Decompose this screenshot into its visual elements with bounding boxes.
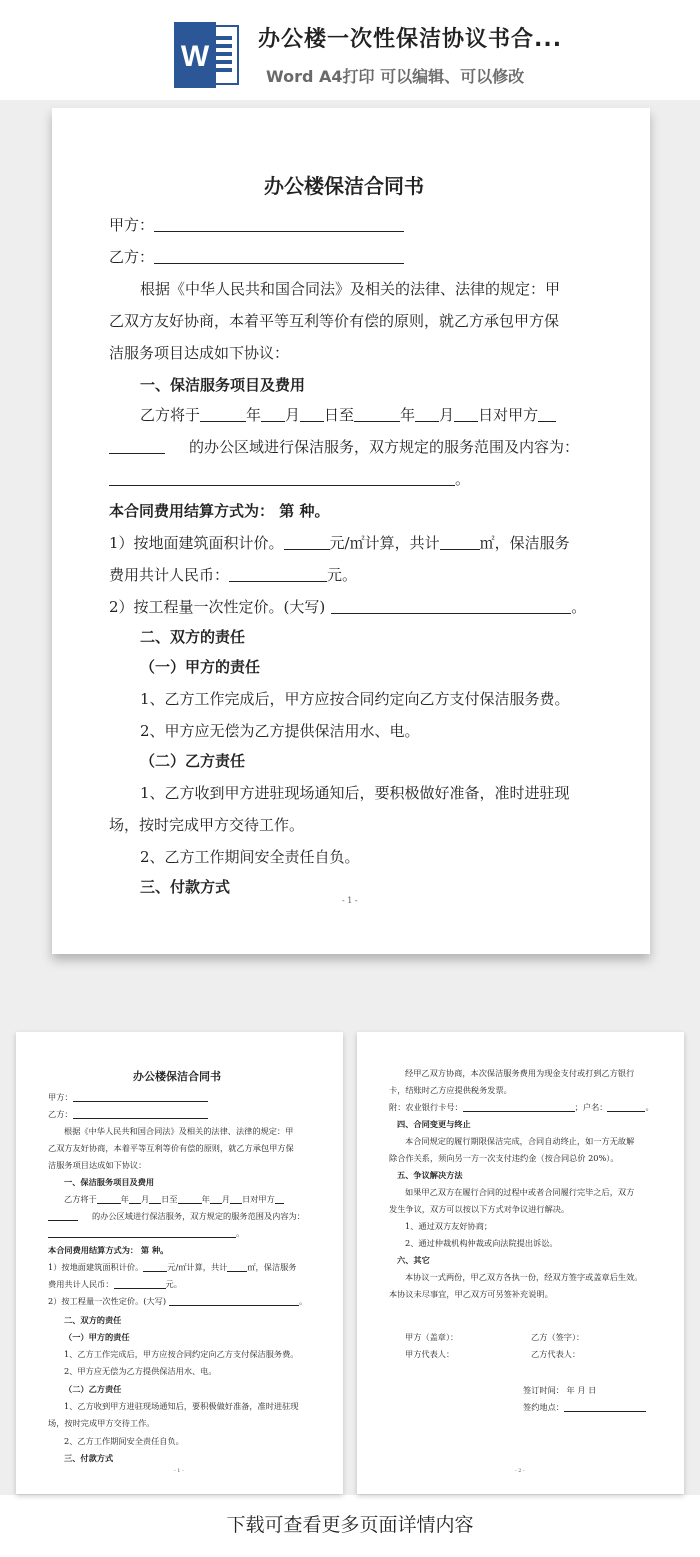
service-period-line: 乙方将于 年 月 日至 年 月 日对甲方 <box>140 404 556 425</box>
scope-blank-line: 。 <box>109 468 470 489</box>
document-subtitle: Word A4打印 可以编辑、可以修改 <box>266 67 525 86</box>
section-6-line-1: 本协议一式两份，甲乙双方各执一份，经双方签字或盖章后生效。 <box>405 1272 643 1282</box>
method-1-line: 1）按地面建筑面积计价。 元/㎡计算，共计 ㎡，保洁服务 <box>48 1262 297 1272</box>
section-5-line-2: 发生争议，双方可以按以下方式对争议进行解决。 <box>389 1204 570 1214</box>
page-thumbnail-2[interactable] <box>357 1032 684 1494</box>
header <box>0 0 700 100</box>
party-a-duty-2: 2、甲方应无偿为乙方提供保洁用水、电。 <box>140 722 420 740</box>
section-6-line-2: 本协议未尽事宜，甲乙双方可另签补充说明。 <box>389 1289 553 1299</box>
party-a-line: 甲方： <box>48 1092 208 1103</box>
section-5-line-4: 2、通过仲裁机构仲裁或向法院提出诉讼。 <box>405 1238 558 1248</box>
payment-line-2: 卡，结账时乙方应提供税务发票。 <box>389 1085 512 1095</box>
party-a-representative: 甲方代表人： <box>405 1349 455 1359</box>
section-4-line-2: 除合作关系，须向另一方一次支付违约金（按合同总价 20%）。 <box>389 1153 619 1163</box>
method-1-total-line: 费用共计人民币： 元。 <box>48 1279 182 1289</box>
word-document-icon <box>174 22 240 88</box>
section-5-heading: 五、争议解决方法 <box>397 1170 463 1180</box>
party-b-duty-1a: 1、乙方收到甲方进驻现场通知后，要积极做好准备，准时进驻现 <box>64 1401 299 1411</box>
party-b-duty-2: 2、乙方工作期间安全责任自负。 <box>64 1436 184 1446</box>
svg-text:W: W <box>180 40 210 73</box>
doc-title: 办公楼保洁合同书 <box>264 174 424 198</box>
section-1-heading: 一、保洁服务项目及费用 <box>140 376 306 394</box>
intro-line-3: 洁服务项目达成如下协议： <box>109 344 290 362</box>
section-6-heading: 六、其它 <box>397 1255 430 1265</box>
party-a-line: 甲方： <box>109 214 404 235</box>
intro-line-1: 根据《中华人民共和国合同法》及相关的法律、法律的规定：甲 <box>64 1126 294 1136</box>
party-b-signature: 乙方（签字）： <box>531 1332 585 1342</box>
page-number: - 1 - <box>174 1468 184 1474</box>
page-thumbnail-1[interactable] <box>16 1032 343 1494</box>
party-a-seal: 甲方（盖章）： <box>405 1332 459 1342</box>
section-5-line-1: 如果甲乙双方在履行合同的过程中或者合同履行完毕之后，双方 <box>405 1187 635 1197</box>
method-1-line: 1）按地面建筑面积计价。 元/㎡计算，共计 ㎡，保洁服务 <box>109 534 570 552</box>
method-2-line: 2）按工程量一次性定价。(大写) 。 <box>48 1296 308 1306</box>
party-a-duty-2: 2、甲方应无偿为乙方提供保洁用水、电。 <box>64 1366 217 1376</box>
party-a-duty-1: 1、乙方工作完成后，甲方应按合同约定向乙方支付保洁服务费。 <box>140 690 570 708</box>
document-title: 办公楼一次性保洁协议书合... <box>258 27 563 52</box>
party-b-representative: 乙方代表人： <box>531 1349 581 1359</box>
service-scope-line: 的办公区域进行保洁服务，双方规定的服务范围及内容为： <box>48 1211 305 1222</box>
method-1-total-line: 费用共计人民币： 元。 <box>109 566 358 584</box>
fee-method-line: 本合同费用结算方式为： 第 种。 <box>109 502 330 520</box>
signing-date: 签订时间： 年 月 日 <box>523 1385 597 1395</box>
doc-title: 办公楼保洁合同书 <box>133 1070 221 1083</box>
section-5-line-3: 1、通过双方友好协商； <box>405 1221 493 1231</box>
intro-line-3: 洁服务项目达成如下协议： <box>48 1160 147 1170</box>
scope-blank-line: 。 <box>48 1228 244 1239</box>
party-b-duty-heading: （二）乙方责任 <box>64 1384 122 1394</box>
page-preview-large <box>52 108 650 954</box>
party-a-duty-1: 1、乙方工作完成后，甲方应按合同约定向乙方支付保洁服务费。 <box>64 1349 299 1359</box>
party-b-duty-2: 2、乙方工作期间安全责任自负。 <box>140 848 360 866</box>
section-1-heading: 一、保洁服务项目及费用 <box>64 1177 155 1187</box>
service-period-line: 乙方将于 年 月 日至 年 月 日对甲方 <box>64 1194 284 1205</box>
party-b-duty-1b: 场，按时完成甲方交待工作。 <box>48 1418 155 1428</box>
intro-line-2: 乙双方友好协商，本着平等互利等价有偿的原则，就乙方承包甲方保 <box>48 1143 294 1153</box>
intro-line-2: 乙双方友好协商，本着平等互利等价有偿的原则，就乙方承包甲方保 <box>109 312 560 330</box>
section-3-heading: 三、付款方式 <box>64 1453 114 1463</box>
section-2-heading: 二、双方的责任 <box>140 628 246 646</box>
method-2-line: 2）按工程量一次性定价。(大写) 。 <box>109 598 587 616</box>
party-b-line: 乙方： <box>109 246 404 267</box>
page-number: - 1 - <box>342 896 358 905</box>
intro-line-1: 根据《中华人民共和国合同法》及相关的法律、法律的规定：甲 <box>140 280 561 298</box>
service-scope-line: 的办公区域进行保洁服务，双方规定的服务范围及内容为： <box>109 436 579 457</box>
party-a-duty-heading: （一）甲方的责任 <box>140 658 261 676</box>
page-number: - 2 - <box>515 1468 525 1474</box>
section-3-heading: 三、付款方式 <box>140 878 231 896</box>
section-4-heading: 四、合同变更与终止 <box>397 1119 471 1129</box>
section-2-heading: 二、双方的责任 <box>64 1315 122 1325</box>
party-b-duty-1b: 场，按时完成甲方交待工作。 <box>109 816 305 834</box>
payment-line-1: 经甲乙双方协商，本次保洁服务费用为现金支付或打到乙方银行 <box>405 1068 635 1078</box>
signing-place: 签约地点： <box>523 1402 646 1413</box>
party-b-duty-1a: 1、乙方收到甲方进驻现场通知后，要积极做好准备，准时进驻现 <box>140 784 570 802</box>
download-more-text[interactable]: 下载可查看更多页面详情内容 <box>226 1514 474 1536</box>
party-b-line: 乙方： <box>48 1109 208 1120</box>
section-4-line-1: 本合同规定的履行期限保洁完成，合同自动终止，如一方无故解 <box>405 1136 635 1146</box>
fee-method-line: 本合同费用结算方式为： 第 种。 <box>48 1245 169 1255</box>
party-b-duty-heading: （二）乙方责任 <box>140 752 246 770</box>
party-a-duty-heading: （一）甲方的责任 <box>64 1332 130 1342</box>
bank-account-line: 附：农业银行卡号： ；户名： 。 <box>389 1102 654 1112</box>
